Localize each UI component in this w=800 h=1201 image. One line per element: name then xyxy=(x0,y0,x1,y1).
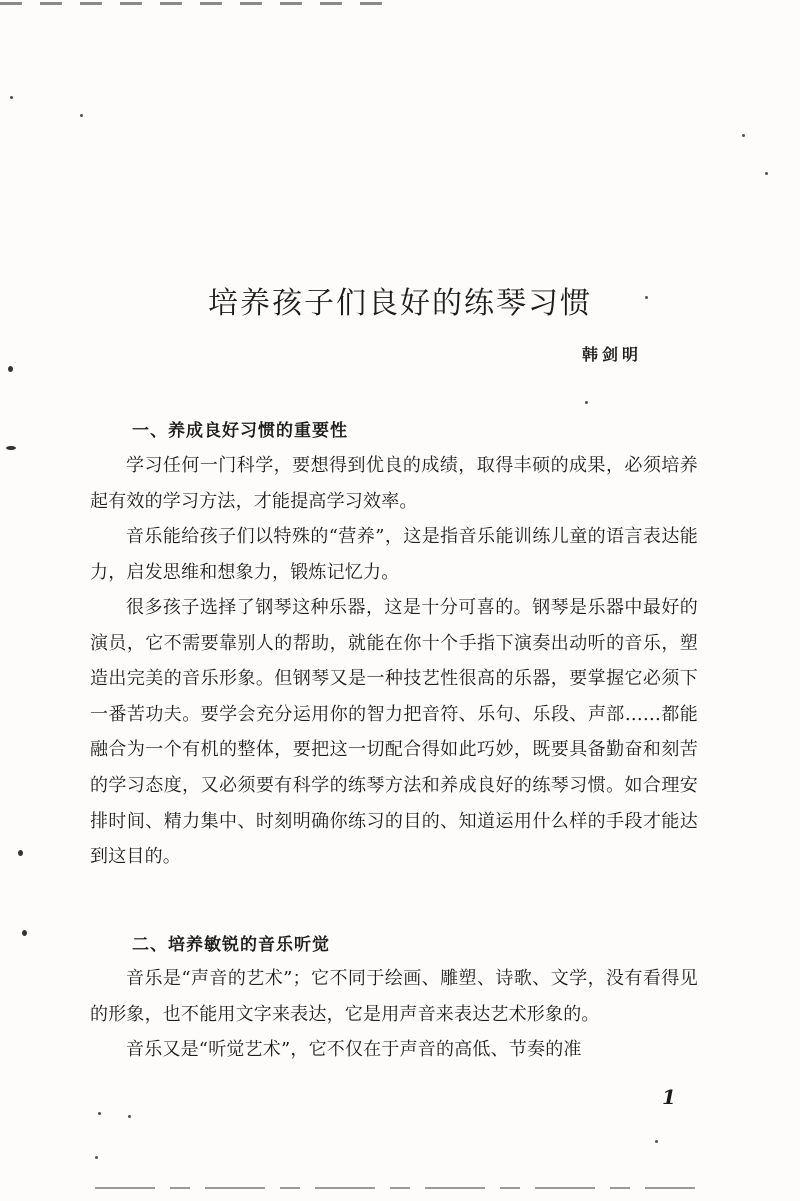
author-name: 韩剑明 xyxy=(582,345,643,364)
scan-speck xyxy=(742,134,745,137)
scan-speck xyxy=(655,1140,658,1143)
paragraph: 音乐又是“听觉艺术”，它不仅在于声音的高低、节奏的准 xyxy=(126,1039,582,1060)
scan-speck xyxy=(18,850,23,856)
scan-speck xyxy=(22,930,27,936)
section-heading-1: 一、养成良好习惯的重要性 xyxy=(132,421,348,441)
scan-speck xyxy=(128,1115,131,1118)
scan-dash-border-bottom xyxy=(95,1187,695,1189)
scan-speck xyxy=(98,1112,101,1115)
scan-speck xyxy=(765,172,768,175)
paragraph: 学习任何一门科学，要想得到优良的成绩，取得丰硕的成果，必须培养起有效的学习方法，才能提高学习效率。 xyxy=(90,455,698,512)
scan-speck xyxy=(95,1156,98,1159)
paragraph: 很多孩子选择了钢琴这种乐器，这是十分可喜的。钢琴是乐器中最好的演员，它不需要靠别人的帮助，就能在你十个手指下演奏出动听的音乐，塑造出完美的音乐形象。但钢琴又是一种技艺性很高的乐器，要掌握它必须下一番苦功夫。要学会充分运用你的智力把音符、乐句、乐段、声部……都能融合为一个有机的整体，要把这一切配合得如此巧妙，既要具备勤奋和刻苦的学习态度，又必须要有科学的练琴方法和养成良好的练琴习惯。如合理安排时间、精力集中、时刻明确你练习的目的、知道运用什么样的手段才能达到这目的。 xyxy=(90,597,698,868)
paragraph: 音乐是“声音的艺术”；它不同于绘画、雕塑、诗歌、文学，没有看得见的形象，也不能用文字来表达，它是用声音来表达艺术形象的。 xyxy=(90,968,698,1025)
page-number: 1 xyxy=(662,1085,676,1109)
scan-speck xyxy=(8,366,13,372)
scan-speck xyxy=(80,114,83,117)
scan-speck xyxy=(10,96,13,99)
section-heading-2: 二、培养敏锐的音乐听觉 xyxy=(132,935,330,955)
document-title: 培养孩子们良好的练琴习惯 xyxy=(208,286,592,322)
scan-speck xyxy=(585,401,588,404)
paragraph: 音乐能给孩子们以特殊的“营养”，这是指音乐能训练儿童的语言表达能力，启发思维和想象力，锻炼记忆力。 xyxy=(90,526,698,583)
scan-dash-border-top xyxy=(0,2,390,5)
scan-speck xyxy=(6,446,16,450)
